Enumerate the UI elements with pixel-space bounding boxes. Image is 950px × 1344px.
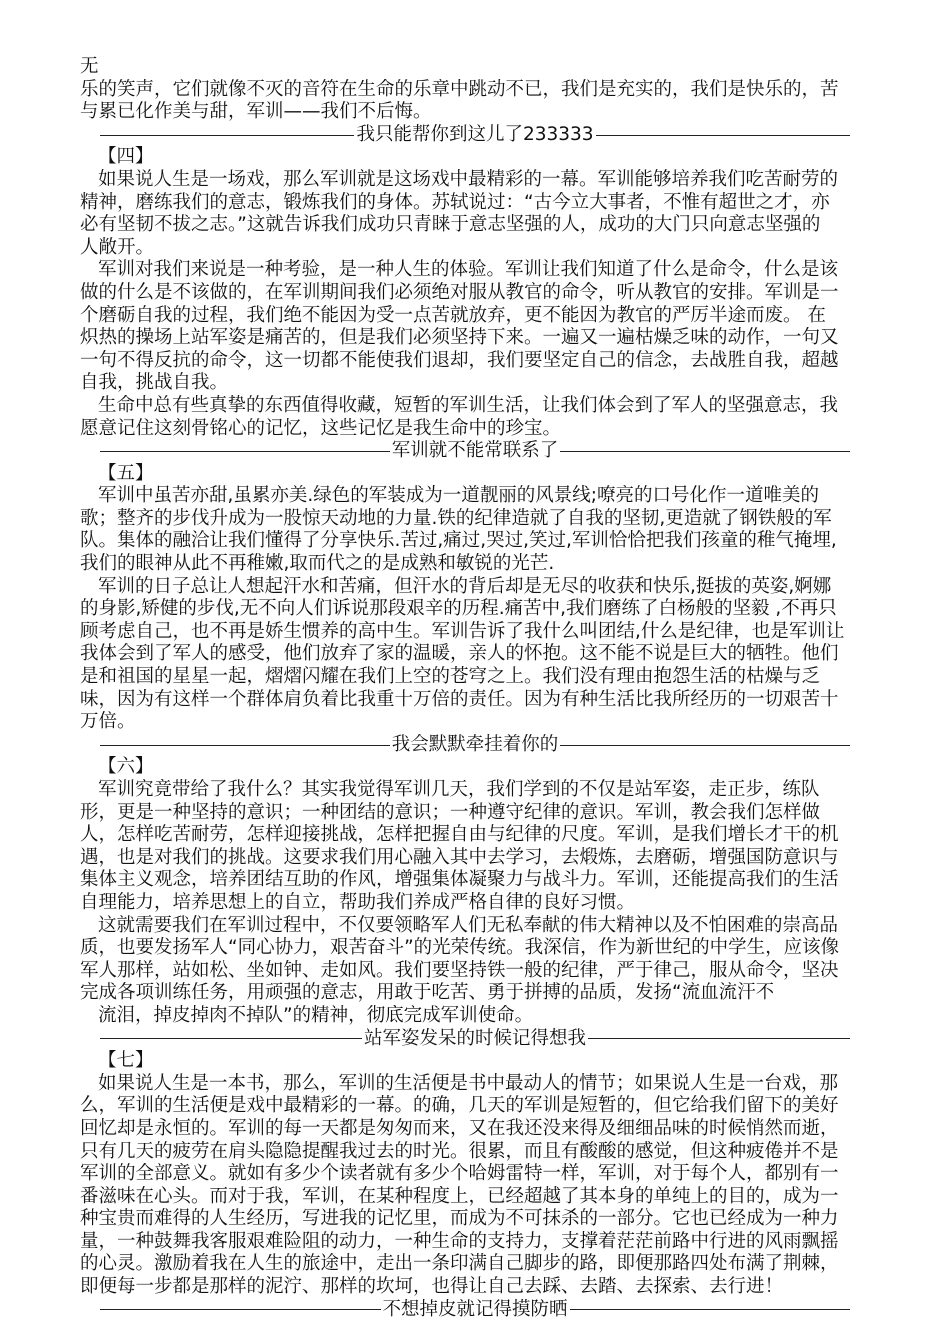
text-line: 如果说人生是一场戏，那么军训就是这场戏中最精彩的一幕。军训能够培养我们吃苦耐劳的 xyxy=(98,168,839,190)
section-heading: 【五】 xyxy=(98,462,154,484)
divider-text: 我只能帮你到这儿了233333 xyxy=(356,123,594,145)
text-line: 回忆却是永恒的。军训的每一天都是匆匆而来，又在我还没来得及细细品味的时候悄然而逝， xyxy=(80,1117,839,1139)
document-page xyxy=(80,56,870,1321)
section-divider xyxy=(100,440,850,463)
text-line: 一句不得反抗的命令，这一切都不能使我们退却，我们要坚定自己的信念，去战胜自我，超越 xyxy=(80,349,839,371)
text-line: 种宝贵而难得的人生经历，写进我的记忆里，而成为不可抹杀的一部分。它也已经成为一种力 xyxy=(80,1208,839,1230)
divider-text: 站军姿发呆的时候记得想我 xyxy=(364,1027,587,1049)
text-line: 精神，磨练我们的意志，锻炼我们的身体。苏轼说过：“古今立大事者，不惟有超世之才，亦 xyxy=(80,191,830,213)
text-line: 自理能力，培养思想上的自立，帮助我们养成严格自律的良好习惯。 xyxy=(80,891,636,913)
text-line: 形，更是一种坚持的意识；一种团结的意识；一种遵守纪律的意识。军训，教会我们怎样做 xyxy=(80,801,821,823)
text-line: 顾考虑自己，也不再是娇生惯养的高中生。军训告诉了我什么叫团结,什么是纪律，也是军训让 xyxy=(80,620,845,642)
text-line: 做的什么是不该做的，在军训期间我们必须绝对服从教官的命令，听从教官的安排。军训是一 xyxy=(80,281,839,303)
text-line: 这就需要我们在军训过程中，不仅要领略军人们无私奉献的伟大精神以及不怕困难的崇高品 xyxy=(98,914,839,936)
text-line: 歌；整齐的步伐升成为一股惊天动地的力量.铁的纪律造就了自我的坚韧,更造就了钢铁般的军 xyxy=(80,507,832,529)
section-divider xyxy=(100,124,850,147)
text-line: 万倍。 xyxy=(80,711,136,733)
divider-rule-left xyxy=(100,745,390,746)
text-line: 人敞开。 xyxy=(80,236,155,258)
text-line: 军训中虽苦亦甜,虽累亦美.绿色的军装成为一道靓丽的风景线;嘹亮的口号化作一道唯美的 xyxy=(98,485,819,507)
text-line: 只有几天的疲劳在肩头隐隐提醒我过去的时光。很累，而且有酸酸的感觉，但这种疲倦并不是 xyxy=(80,1140,839,1162)
text-line: 我们的眼神从此不再稚嫩,取而代之的是成熟和敏锐的光芒. xyxy=(80,553,555,575)
text-line: 个磨砺自我的过程，我们绝不能因为受一点苦就放弃，更不能因为教官的严厉半途而废。 在 xyxy=(80,304,826,326)
text-line: 如果说人生是一本书，那么，军训的生活便是书中最动人的情节；如果说人生是一台戏，那 xyxy=(98,1072,839,1094)
section-divider xyxy=(100,1028,850,1051)
text-line: 质，也要发扬军人“同心协力，艰苦奋斗”的光荣传统。我深信，作为新世纪的中学生，应该像 xyxy=(80,937,840,959)
text-line: 量，一种鼓舞我客服艰难险阻的动力，一种生命的支持力，支撑着茫茫前路中行进的风雨飘摇 xyxy=(80,1230,839,1252)
text-line: 遇，也是对我们的挑战。这要求我们用心融入其中去学习，去煅炼，去磨砺，增强国防意识与 xyxy=(80,846,839,868)
divider-text: 不想掉皮就记得摸防晒 xyxy=(382,1298,568,1320)
divider-rule-right xyxy=(596,135,850,136)
divider-rule-left xyxy=(100,451,390,452)
text-line: 味，因为有这样一个群体肩负着比我重十万倍的责任。因为有种生活比我所经历的一切艰苦十 xyxy=(80,688,839,710)
text-line: 人，怎样吃苦耐劳，怎样迎接挑战，怎样把握自由与纪律的尺度。军训，是我们增长才干的机 xyxy=(80,824,839,846)
text-line: 的心灵。激励着我在人生的旅途中，走出一条印满自己脚步的路，即便那路四处布满了荆棘， xyxy=(80,1253,839,1275)
text-line: 我体会到了军人的感受，他们放弃了家的温暖，亲人的怀抱。这不能不说是巨大的牺牲。他们 xyxy=(80,643,839,665)
text-line: 军训对我们来说是一种考验，是一种人生的体验。军训让我们知道了什么是命令，什么是该 xyxy=(98,259,839,281)
text-line: 愿意记住这刻骨铭心的记忆，这些记忆是我生命中的珍宝。 xyxy=(80,417,562,439)
text-line: 与累已化作美与甜，军训——我们不后悔。 xyxy=(80,101,432,123)
text-line: 乐的笑声，它们就像不灭的音符在生命的乐章中跳动不已，我们是充实的，我们是快乐的，苦 xyxy=(80,78,839,100)
text-line: 队。集体的融洽让我们懂得了分享快乐.苦过,痛过,哭过,笑过,军训恰恰把我们孩童的稚气掩埋, xyxy=(80,530,837,552)
divider-rule-right xyxy=(588,1038,850,1039)
text-line: 无 xyxy=(80,56,99,77)
divider-rule-left xyxy=(100,1038,362,1039)
text-line: 即便每一步都是那样的泥泞、那样的坎坷，也得让自己去踩、去踏、去探索、去行进！ xyxy=(80,1276,784,1298)
text-line: 么，军训的生活便是戏中最精彩的一幕。的确，几天的军训是短暂的，但它给我们留下的美好 xyxy=(80,1095,839,1117)
text-line: 军人那样，站如松、坐如钟、走如风。我们要坚持铁一般的纪律，严于律己，服从命令，坚决 xyxy=(80,959,839,981)
text-line: 生命中总有些真挚的东西值得收藏，短暂的军训生活，让我们体会到了军人的坚强意志，我 xyxy=(98,394,839,416)
divider-rule-left xyxy=(100,1309,381,1310)
text-line: 炽热的操场上站军姿是痛苦的，但是我们必须坚持下来。一遍又一遍枯燥乏味的动作，一句又 xyxy=(80,327,839,349)
text-line: 是和祖国的星星一起，熠熠闪耀在我们上空的苍穹之上。我们没有理由抱怨生活的枯燥与乏 xyxy=(80,666,821,688)
divider-rule-right xyxy=(560,451,850,452)
text-line: 番滋味在心头。而对于我，军训，在某种程度上，已经超越了其本身的单纯上的目的，成为一 xyxy=(80,1185,839,1207)
text-line: 必有坚韧不拔之志。”这就告诉我们成功只青睐于意志坚强的人，成功的大门只向意志坚强的 xyxy=(80,214,821,236)
text-line: 自我，挑战自我。 xyxy=(80,372,229,394)
text-line: 集体主义观念，培养团结互助的作风，增强集体凝聚力与战斗力。军训，还能提高我们的生活 xyxy=(80,869,839,891)
section-divider xyxy=(100,1299,850,1322)
divider-rule-right xyxy=(560,745,850,746)
text-line: 流泪，掉皮掉肉不掉队”的精神，彻底完成军训使命。 xyxy=(98,1004,534,1026)
divider-rule-left xyxy=(100,135,354,136)
section-heading: 【七】 xyxy=(98,1050,154,1072)
text-line: 军训究竟带给了我什么？其实我觉得军训几天，我们学到的不仅是站军姿，走正步，练队 xyxy=(98,779,820,800)
divider-rule-right xyxy=(570,1309,851,1310)
section-heading: 【四】 xyxy=(98,146,154,168)
section-heading: 【六】 xyxy=(98,756,154,778)
text-line: 军训的全部意义。就如有多少个读者就有多少个哈姆雷特一样，军训，对于每个人，都别有一 xyxy=(80,1163,839,1185)
divider-text: 我会默默牵挂着你的 xyxy=(391,733,559,755)
section-divider xyxy=(100,734,850,757)
text-line: 的身影,矫健的步伐,无不向人们诉说那段艰辛的历程.痛苦中,我们磨练了白杨般的坚毅 ,不再只 xyxy=(80,598,837,620)
text-line: 完成各项训练任务，用顽强的意志，用敢于吃苦、勇于拼搏的品质，发扬“流血流汗不 xyxy=(80,982,775,1004)
divider-text: 军训就不能常联系了 xyxy=(391,440,559,462)
text-line: 军训的日子总让人想起汗水和苦痛，但汗水的背后却是无尽的收获和快乐,挺拔的英姿,婀娜 xyxy=(98,575,832,597)
